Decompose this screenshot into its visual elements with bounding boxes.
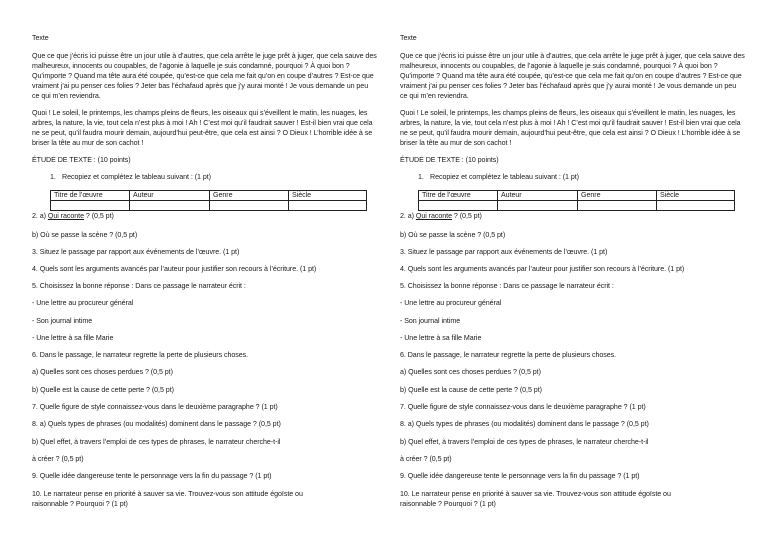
question-10-line-2: raisonnable ? Pourquoi ? (1 pt): [400, 500, 496, 508]
table-empty-cell[interactable]: [419, 201, 498, 211]
question-line: b) Quelle est la cause de cette perte ? (0,5 pt): [32, 386, 174, 394]
question-2a: [400, 211, 482, 221]
table-empty-row: [419, 201, 735, 211]
question-line: à créer ? (0,5 pt): [32, 455, 84, 463]
question-1-text: Recopiez et complétez le tableau suivant : (1 pt): [430, 173, 579, 181]
study-title: ÉTUDE DE TEXTE : (10 points): [32, 156, 131, 164]
question-1-number: 1.: [50, 173, 56, 181]
question-2a: [32, 211, 114, 221]
table-header-cell: Titre de l’œuvre: [419, 191, 498, 201]
question-line: - Son journal intime: [400, 317, 461, 325]
section-label: Texte: [32, 34, 49, 42]
answer-table: [50, 190, 367, 211]
question-line: b) Quelle est la cause de cette perte ? (0,5 pt): [400, 386, 542, 394]
question-line: à créer ? (0,5 pt): [400, 455, 452, 463]
table-empty-cell[interactable]: [657, 201, 735, 211]
table-empty-cell[interactable]: [498, 201, 578, 211]
question-line: 6. Dans le passage, le narrateur regrette la perte de plusieurs choses.: [32, 351, 249, 359]
question-line: 8. a) Quels types de phrases (ou modalités) dominent dans le passage ? (0,5 pt): [32, 420, 281, 428]
question-line: - Une lettre à sa fille Marie: [32, 334, 114, 342]
table-header-cell: Titre de l’œuvre: [51, 191, 130, 201]
question-line: b) Où se passe la scène ? (0,5 pt): [32, 231, 138, 239]
question-2a-prefix: 2. a): [400, 212, 416, 220]
answer-table: [418, 190, 735, 211]
table-empty-cell[interactable]: [130, 201, 210, 211]
table-empty-row: [51, 201, 367, 211]
right-page: [400, 0, 750, 543]
table-empty-cell[interactable]: [210, 201, 289, 211]
question-1-text: Recopiez et complétez le tableau suivant : (1 pt): [62, 173, 211, 181]
question-1: [50, 172, 211, 182]
question-line: - Une lettre à sa fille Marie: [400, 334, 482, 342]
text-paragraph-1: Que ce que j’écris ici puisse être un jour utile à d’autres, que cela arrête le juge prêt à juger, que cela sauve des malheureux, innocents ou coupables, de l’agonie à laquelle je suis condamné, pourquoi ? À quoi bon ? Qu’importe ? Quand ma tête aura été coupée, qu’est-ce que cela me fait qu’on en coupe d’autres ? Est-ce que vraiment j’ai pu penser ces folies ? Jeter bas l’échafaud après que j’y aurai monté ! Je vous demande un peu ce qui m’en reviendra.: [400, 52, 745, 100]
table-empty-cell[interactable]: [51, 201, 130, 211]
question-2a-suffix: ? (0,5 pt): [84, 212, 114, 220]
question-2a-underlined: Qui raconte: [415, 212, 452, 220]
question-line: 6. Dans le passage, le narrateur regrette la perte de plusieurs choses.: [400, 351, 617, 359]
question-line: 5. Choisissez la bonne réponse : Dans ce passage le narrateur écrit :: [400, 282, 614, 290]
question-line: a) Quelles sont ces choses perdues ? (0,5 pt): [32, 368, 173, 376]
question-10-line-1: 10. Le narrateur pense en priorité à sauver sa vie. Trouvez-vous son attitude égoïste ou: [400, 490, 671, 498]
question-10-line-1: 10. Le narrateur pense en priorité à sauver sa vie. Trouvez-vous son attitude égoïste ou: [32, 490, 303, 498]
section-label: Texte: [400, 34, 417, 42]
table-header-cell: Genre: [210, 191, 289, 201]
table-header-cell: Auteur: [498, 191, 578, 201]
question-2a-prefix: 2. a): [32, 212, 48, 220]
question-line: b) Quel effet, à travers l’emploi de ces types de phrases, le narrateur cherche-t-il: [32, 438, 281, 446]
text-paragraph-1: Que ce que j’écris ici puisse être un jour utile à d’autres, que cela arrête le juge prêt à juger, que cela sauve des malheureux, innocents ou coupables, de l’agonie à laquelle je suis condamné, pourquoi ? À quoi bon ? Qu’importe ? Quand ma tête aura été coupée, qu’est-ce que cela me fait qu’on en coupe d’autres ? Est-ce que vraiment j’ai pu penser ces folies ? Jeter bas l’échafaud après que j’y aurai monté ! Je vous demande un peu ce qui m’en reviendra.: [32, 52, 377, 100]
table-header-row: [419, 191, 735, 201]
question-line: 7. Quelle figure de style connaissez-vous dans le deuxième paragraphe ? (1 pt): [32, 403, 278, 411]
table-header-cell: Siècle: [657, 191, 735, 201]
question-1-number: 1.: [418, 173, 424, 181]
question-2a-underlined: Qui raconte: [47, 212, 84, 220]
text-paragraph-2: Quoi ! Le soleil, le printemps, les champs pleins de fleurs, les oiseaux qui s’éveillent le matin, les nuages, les arbres, la nature, la vie, tout cela n’est plus à moi ! Ah ! C’est moi qu’il faudrait sauver ! Est-il bien vrai que cela ne se peut, qu’il faudra mourir demain, aujourd’hui peut-être, que cela est ainsi ? O Dieux ! L’horrible idée à se briser la tête au mur de son cachot !: [32, 109, 373, 147]
question-line: 3. Situez le passage par rapport aux événements de l’œuvre. (1 pt): [32, 248, 240, 256]
question-1: [418, 172, 579, 182]
question-line: - Son journal intime: [32, 317, 93, 325]
question-line: b) Où se passe la scène ? (0,5 pt): [400, 231, 506, 239]
question-10-line-2: raisonnable ? Pourquoi ? (1 pt): [32, 500, 128, 508]
question-line: 4. Quels sont les arguments avancés par l’auteur pour justifier son recours à l’écriture. (1 pt): [400, 265, 685, 273]
question-line: - Une lettre au procureur général: [32, 299, 134, 307]
question-line: 9. Quelle idée dangereuse tente le personnage vers la fin du passage ? (1 pt): [400, 472, 640, 480]
question-line: 8. a) Quels types de phrases (ou modalités) dominent dans le passage ? (0,5 pt): [400, 420, 649, 428]
text-paragraph-2: Quoi ! Le soleil, le printemps, les champs pleins de fleurs, les oiseaux qui s’éveillent le matin, les nuages, les arbres, la nature, la vie, tout cela n’est plus à moi ! Ah ! C’est moi qu’il faudrait sauver ! Est-il bien vrai que cela ne se peut, qu’il faudra mourir demain, aujourd’hui peut-être, que cela est ainsi ? O Dieux ! L’horrible idée à se briser la tête au mur de son cachot !: [400, 109, 741, 147]
question-line: 9. Quelle idée dangereuse tente le personnage vers la fin du passage ? (1 pt): [32, 472, 272, 480]
table-header-row: [51, 191, 367, 201]
question-line: 3. Situez le passage par rapport aux événements de l’œuvre. (1 pt): [400, 248, 608, 256]
study-title: ÉTUDE DE TEXTE : (10 points): [400, 156, 499, 164]
question-line: 4. Quels sont les arguments avancés par l’auteur pour justifier son recours à l’écriture. (1 pt): [32, 265, 317, 273]
table-empty-cell[interactable]: [289, 201, 367, 211]
question-line: - Une lettre au procureur général: [400, 299, 502, 307]
question-line: b) Quel effet, à travers l’emploi de ces types de phrases, le narrateur cherche-t-il: [400, 438, 649, 446]
table-header-cell: Genre: [578, 191, 657, 201]
left-page: [32, 0, 382, 543]
table-header-cell: Auteur: [130, 191, 210, 201]
question-line: 5. Choisissez la bonne réponse : Dans ce passage le narrateur écrit :: [32, 282, 246, 290]
question-line: 7. Quelle figure de style connaissez-vous dans le deuxième paragraphe ? (1 pt): [400, 403, 646, 411]
table-header-cell: Siècle: [289, 191, 367, 201]
question-2a-suffix: ? (0,5 pt): [452, 212, 482, 220]
question-line: a) Quelles sont ces choses perdues ? (0,5 pt): [400, 368, 541, 376]
table-empty-cell[interactable]: [578, 201, 657, 211]
